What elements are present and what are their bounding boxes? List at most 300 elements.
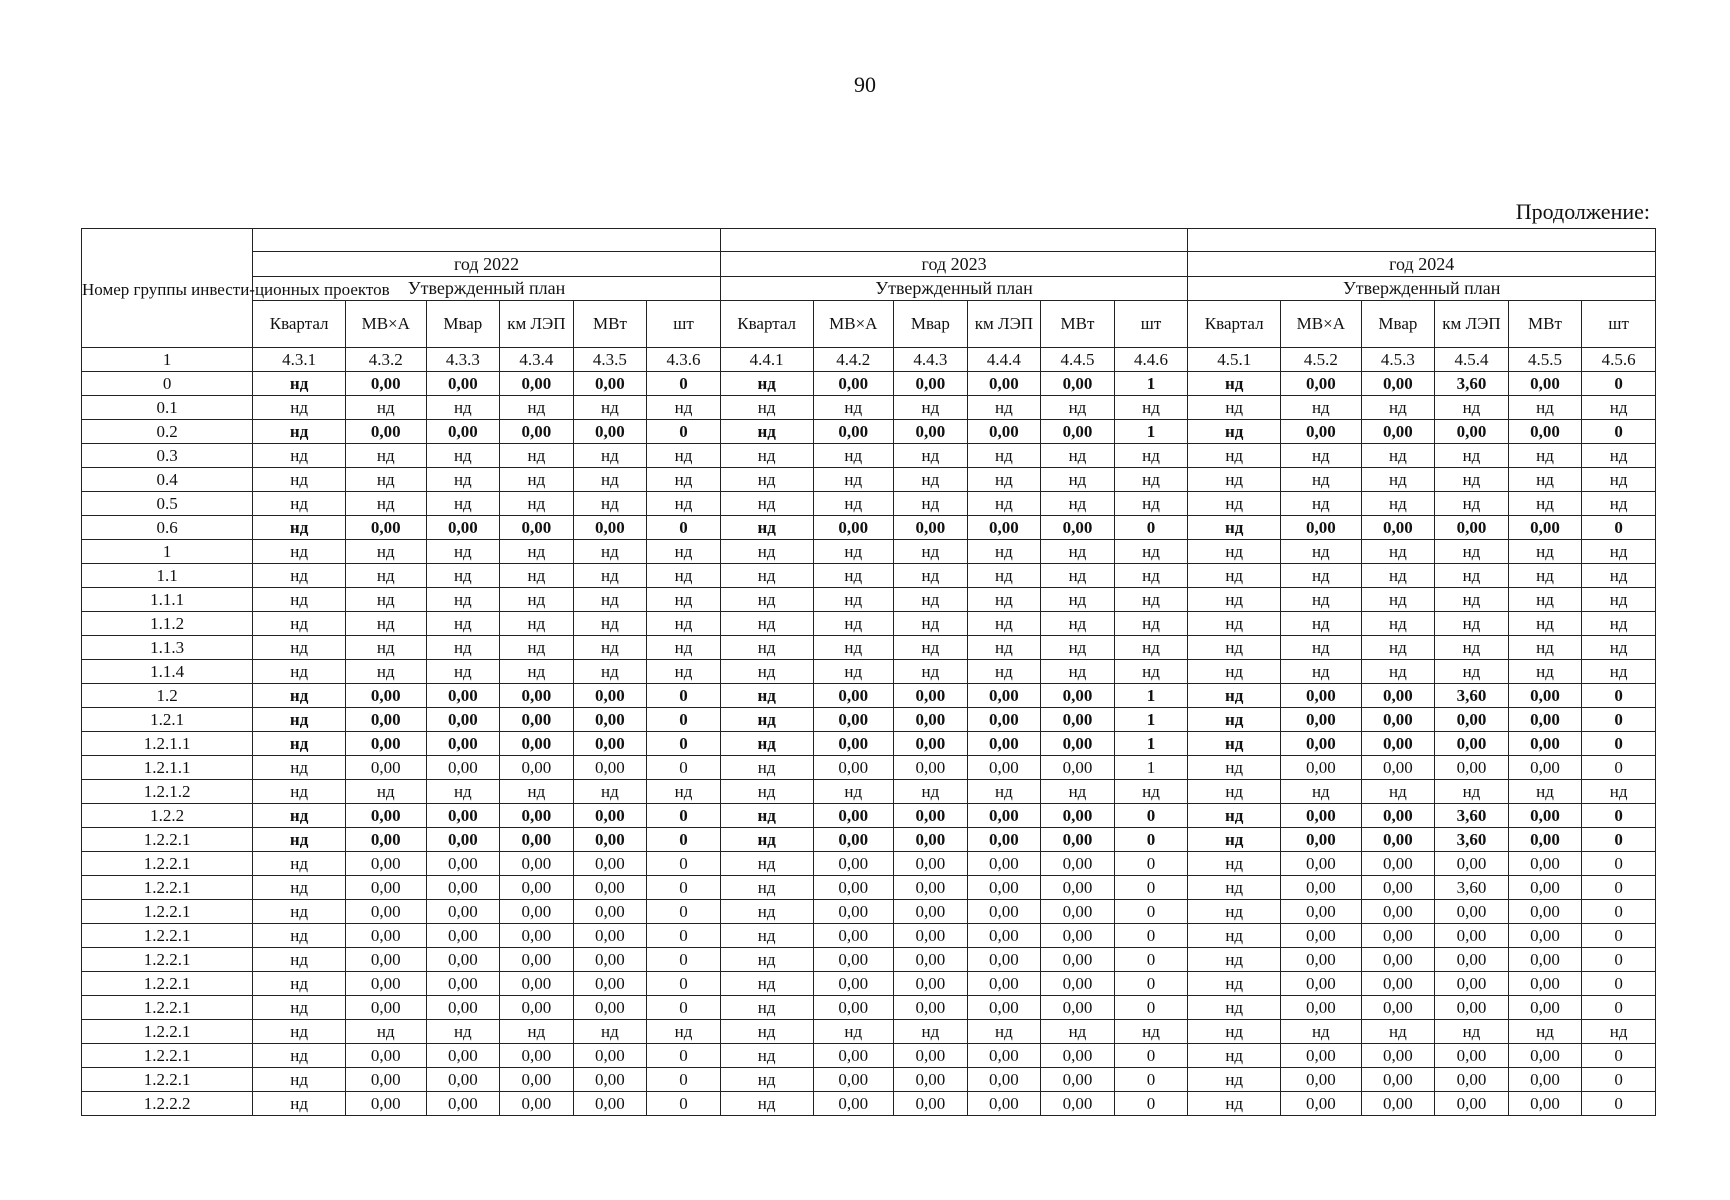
table-cell: 0 xyxy=(647,732,721,756)
table-cell: нд xyxy=(1361,540,1435,564)
table-cell: 0,00 xyxy=(1508,1068,1582,1092)
table-cell: 0,00 xyxy=(1281,1044,1362,1068)
group-number-cell: 1.2.2.1 xyxy=(82,996,253,1020)
table-cell: 0,00 xyxy=(1435,516,1509,540)
table-cell: нд xyxy=(720,540,813,564)
table-cell: 0 xyxy=(1582,756,1656,780)
table-cell: нд xyxy=(253,636,346,660)
table-cell: 0,00 xyxy=(1508,420,1582,444)
table-cell: нд xyxy=(894,588,968,612)
table-cell: нд xyxy=(647,540,721,564)
table-cell: 0,00 xyxy=(967,948,1041,972)
table-cell: 0,00 xyxy=(1041,420,1115,444)
numbering-cell: 4.5.1 xyxy=(1188,348,1281,372)
table-cell: 0,00 xyxy=(1361,852,1435,876)
table-cell: 0 xyxy=(647,708,721,732)
group-number-cell: 1.2.2.1 xyxy=(82,1044,253,1068)
table-cell: 0,00 xyxy=(1435,1068,1509,1092)
table-cell: нд xyxy=(647,564,721,588)
table-cell: 0 xyxy=(647,852,721,876)
table-cell: нд xyxy=(573,636,647,660)
numbering-cell: 1 xyxy=(82,348,253,372)
table-cell: нд xyxy=(720,420,813,444)
table-cell: 0,00 xyxy=(1508,684,1582,708)
table-cell: 0,00 xyxy=(1361,516,1435,540)
table-cell: 3,60 xyxy=(1435,684,1509,708)
table-row xyxy=(82,996,1656,1020)
table-cell: нд xyxy=(1435,396,1509,420)
table-cell: нд xyxy=(1582,468,1656,492)
table-cell: 0,00 xyxy=(345,756,426,780)
table-cell: 0 xyxy=(1582,684,1656,708)
table-cell: нд xyxy=(1281,636,1362,660)
table-cell: 0,00 xyxy=(426,876,500,900)
table-cell: нд xyxy=(573,396,647,420)
numbering-cell: 4.4.3 xyxy=(894,348,968,372)
plan-header-2024: Утвержденный план xyxy=(1188,277,1656,301)
table-cell: 3,60 xyxy=(1435,372,1509,396)
table-row xyxy=(82,780,1656,804)
table-cell: нд xyxy=(426,612,500,636)
table-cell: 0,00 xyxy=(1281,876,1362,900)
table-cell: 0,00 xyxy=(345,708,426,732)
table-cell: 0,00 xyxy=(1361,804,1435,828)
table-cell: нд xyxy=(500,660,574,684)
table-cell: нд xyxy=(1188,612,1281,636)
table-cell: нд xyxy=(1508,492,1582,516)
table-cell: нд xyxy=(500,396,574,420)
table-cell: нд xyxy=(1114,444,1188,468)
table-cell: 0,00 xyxy=(500,1092,574,1116)
table-cell: 0 xyxy=(1582,852,1656,876)
table-cell: 0,00 xyxy=(426,684,500,708)
table-cell: нд xyxy=(1508,396,1582,420)
table-cell: нд xyxy=(253,828,346,852)
table-cell: нд xyxy=(1435,588,1509,612)
plan-header-2022: Утвержденный план xyxy=(253,277,721,301)
table-cell: нд xyxy=(345,492,426,516)
table-cell: нд xyxy=(1361,588,1435,612)
table-cell: нд xyxy=(500,540,574,564)
table-cell: 0 xyxy=(1114,1068,1188,1092)
group-number-cell: 1.2 xyxy=(82,684,253,708)
table-cell: 0,00 xyxy=(813,1092,894,1116)
table-cell: нд xyxy=(253,948,346,972)
table-cell: 0,00 xyxy=(967,972,1041,996)
table-cell: нд xyxy=(1582,492,1656,516)
unit-header: км ЛЭП xyxy=(1435,301,1509,348)
table-cell: 1 xyxy=(1114,756,1188,780)
table-cell: нд xyxy=(1361,636,1435,660)
table-cell: 0,00 xyxy=(1041,708,1115,732)
table-cell: нд xyxy=(1041,492,1115,516)
table-cell: нд xyxy=(813,636,894,660)
table-cell: 0,00 xyxy=(1041,948,1115,972)
table-cell: 0,00 xyxy=(813,1044,894,1068)
table-cell: нд xyxy=(1281,444,1362,468)
group-number-cell: 1.2.1.1 xyxy=(82,756,253,780)
table-cell: нд xyxy=(500,612,574,636)
table-cell: 0,00 xyxy=(345,900,426,924)
table-cell: 0 xyxy=(647,876,721,900)
table-cell: нд xyxy=(1188,1044,1281,1068)
blank-header-2024 xyxy=(1188,229,1656,252)
group-number-cell: 1.2.2.1 xyxy=(82,852,253,876)
table-row xyxy=(82,564,1656,588)
table-cell: нд xyxy=(1508,636,1582,660)
table-cell: нд xyxy=(647,636,721,660)
table-cell: нд xyxy=(894,660,968,684)
table-row xyxy=(82,492,1656,516)
table-cell: нд xyxy=(1361,492,1435,516)
table-cell: нд xyxy=(813,1020,894,1044)
table-cell: 0,00 xyxy=(1041,804,1115,828)
table-cell: нд xyxy=(813,444,894,468)
table-cell: нд xyxy=(720,852,813,876)
table-cell: 0,00 xyxy=(345,684,426,708)
numbering-cell: 4.5.3 xyxy=(1361,348,1435,372)
table-cell: нд xyxy=(1188,948,1281,972)
table-cell: 0 xyxy=(1582,420,1656,444)
table-cell: 0,00 xyxy=(967,924,1041,948)
table-cell: 0,00 xyxy=(500,900,574,924)
table-cell: 0,00 xyxy=(426,972,500,996)
table-cell: нд xyxy=(720,636,813,660)
table-cell: 0,00 xyxy=(500,420,574,444)
table-cell: нд xyxy=(894,468,968,492)
table-row xyxy=(82,1068,1656,1092)
table-row xyxy=(82,756,1656,780)
table-cell: нд xyxy=(813,564,894,588)
table-cell: 0,00 xyxy=(967,804,1041,828)
table-cell: нд xyxy=(967,564,1041,588)
table-cell: 0,00 xyxy=(573,756,647,780)
unit-header: шт xyxy=(1582,301,1656,348)
investment-projects-table xyxy=(81,228,1656,1116)
table-cell: 0,00 xyxy=(894,876,968,900)
table-cell: 0,00 xyxy=(1281,996,1362,1020)
table-cell: 0,00 xyxy=(894,372,968,396)
table-cell: нд xyxy=(345,660,426,684)
table-cell: нд xyxy=(894,564,968,588)
table-cell: 0,00 xyxy=(1281,948,1362,972)
table-cell: нд xyxy=(500,468,574,492)
group-number-cell: 1.2.2.2 xyxy=(82,1092,253,1116)
table-cell: нд xyxy=(647,588,721,612)
unit-header: шт xyxy=(647,301,721,348)
table-cell: нд xyxy=(813,396,894,420)
table-cell: нд xyxy=(1582,1020,1656,1044)
table-cell: 0,00 xyxy=(500,708,574,732)
table-cell: нд xyxy=(1281,540,1362,564)
table-cell: 0 xyxy=(647,924,721,948)
table-cell: 0,00 xyxy=(1041,876,1115,900)
table-cell: 0,00 xyxy=(573,972,647,996)
table-cell: нд xyxy=(1435,492,1509,516)
table-cell: нд xyxy=(1041,564,1115,588)
table-cell: 0,00 xyxy=(813,420,894,444)
table-cell: 0,00 xyxy=(345,1044,426,1068)
table-cell: 0,00 xyxy=(573,948,647,972)
table-cell: нд xyxy=(1188,756,1281,780)
table-cell: нд xyxy=(967,492,1041,516)
table-cell: 0 xyxy=(647,996,721,1020)
table-cell: 0,00 xyxy=(1041,1092,1115,1116)
table-cell: нд xyxy=(1508,1020,1582,1044)
table-cell: 0,00 xyxy=(967,1068,1041,1092)
table-row xyxy=(82,444,1656,468)
table-cell: 0 xyxy=(647,804,721,828)
table-cell: 0,00 xyxy=(1361,708,1435,732)
table-cell: 0,00 xyxy=(345,948,426,972)
table-row xyxy=(82,516,1656,540)
table-cell: нд xyxy=(1114,540,1188,564)
table-cell: 0,00 xyxy=(1361,828,1435,852)
table-cell: нд xyxy=(813,612,894,636)
table-cell: нд xyxy=(253,972,346,996)
table-cell: 0,00 xyxy=(1281,732,1362,756)
table-cell: 0,00 xyxy=(573,1044,647,1068)
table-cell: 3,60 xyxy=(1435,828,1509,852)
table-cell: 0,00 xyxy=(894,708,968,732)
table-row xyxy=(82,924,1656,948)
table-cell: нд xyxy=(1281,660,1362,684)
table-cell: нд xyxy=(967,660,1041,684)
table-cell: нд xyxy=(967,468,1041,492)
table-cell: нд xyxy=(1582,396,1656,420)
table-cell: нд xyxy=(647,780,721,804)
table-body xyxy=(82,348,1656,1116)
table-cell: 0,00 xyxy=(1508,804,1582,828)
table-cell: 0,00 xyxy=(1281,852,1362,876)
table-cell: 0 xyxy=(1582,996,1656,1020)
table-cell: 0 xyxy=(1114,996,1188,1020)
table-cell: нд xyxy=(1281,492,1362,516)
table-cell: нд xyxy=(1361,1020,1435,1044)
table-cell: нд xyxy=(894,636,968,660)
group-number-cell: 1.1.3 xyxy=(82,636,253,660)
table-cell: нд xyxy=(253,876,346,900)
table-cell: 0 xyxy=(1114,924,1188,948)
table-cell: 0 xyxy=(1114,516,1188,540)
table-cell: 0,00 xyxy=(967,828,1041,852)
table-cell: нд xyxy=(720,1092,813,1116)
table-cell: 0 xyxy=(1582,972,1656,996)
numbering-cell: 4.3.5 xyxy=(573,348,647,372)
table-cell: нд xyxy=(426,540,500,564)
table-cell: нд xyxy=(967,612,1041,636)
unit-header: Квартал xyxy=(253,301,346,348)
table-cell: нд xyxy=(253,660,346,684)
table-cell: нд xyxy=(1361,468,1435,492)
plan-header-2023: Утвержденный план xyxy=(720,277,1188,301)
table-cell: 0 xyxy=(647,1068,721,1092)
table-cell: 0,00 xyxy=(967,900,1041,924)
table-cell: 0,00 xyxy=(1281,972,1362,996)
table-cell: нд xyxy=(647,396,721,420)
table-cell: нд xyxy=(426,780,500,804)
table-cell: нд xyxy=(345,540,426,564)
table-cell: нд xyxy=(720,732,813,756)
table-cell: нд xyxy=(720,924,813,948)
table-cell: нд xyxy=(1188,492,1281,516)
table-cell: нд xyxy=(967,1020,1041,1044)
table-cell: 0,00 xyxy=(1508,948,1582,972)
table-cell: нд xyxy=(1114,588,1188,612)
table-cell: 0,00 xyxy=(813,372,894,396)
table-cell: 0,00 xyxy=(1361,1044,1435,1068)
table-cell: 0 xyxy=(1582,372,1656,396)
table-cell: нд xyxy=(1041,540,1115,564)
table-cell: нд xyxy=(1188,900,1281,924)
unit-header: Квартал xyxy=(1188,301,1281,348)
table-cell: нд xyxy=(720,564,813,588)
numbering-cell: 4.4.5 xyxy=(1041,348,1115,372)
table-cell: 0,00 xyxy=(1041,756,1115,780)
table-cell: нд xyxy=(967,588,1041,612)
table-cell: 0,00 xyxy=(894,924,968,948)
group-number-cell: 0.5 xyxy=(82,492,253,516)
table-cell: нд xyxy=(1582,444,1656,468)
table-cell: 0,00 xyxy=(1508,924,1582,948)
table-cell: 0,00 xyxy=(500,804,574,828)
table-cell: 0,00 xyxy=(1508,708,1582,732)
table-cell: нд xyxy=(1188,636,1281,660)
table-cell: нд xyxy=(1361,780,1435,804)
table-cell: нд xyxy=(253,1068,346,1092)
group-number-cell: 0.2 xyxy=(82,420,253,444)
table-cell: нд xyxy=(253,588,346,612)
table-cell: нд xyxy=(647,1020,721,1044)
table-cell: нд xyxy=(813,492,894,516)
table-row xyxy=(82,972,1656,996)
group-number-cell: 0.1 xyxy=(82,396,253,420)
table-cell: 0,00 xyxy=(1041,924,1115,948)
table-cell: нд xyxy=(253,900,346,924)
table-cell: 0,00 xyxy=(894,900,968,924)
table-row xyxy=(82,372,1656,396)
table-cell: нд xyxy=(1188,468,1281,492)
table-cell: нд xyxy=(1281,588,1362,612)
group-number-cell: 1 xyxy=(82,540,253,564)
table-cell: нд xyxy=(253,444,346,468)
table-cell: нд xyxy=(1281,564,1362,588)
table-cell: 0,00 xyxy=(1041,852,1115,876)
table-cell: нд xyxy=(426,660,500,684)
table-row xyxy=(82,396,1656,420)
table-cell: 0,00 xyxy=(426,804,500,828)
table-cell: нд xyxy=(500,588,574,612)
table-cell: 0,00 xyxy=(345,852,426,876)
table-cell: 0,00 xyxy=(1435,900,1509,924)
table-cell: нд xyxy=(720,396,813,420)
table-cell: 0,00 xyxy=(894,804,968,828)
table-cell: нд xyxy=(1188,1092,1281,1116)
table-cell: нд xyxy=(720,684,813,708)
group-number-cell: 1.2.2.1 xyxy=(82,828,253,852)
table-cell: 0,00 xyxy=(894,420,968,444)
table-cell: нд xyxy=(1435,612,1509,636)
table-cell: нд xyxy=(345,636,426,660)
table-cell: 0,00 xyxy=(1281,1092,1362,1116)
table-cell: 0,00 xyxy=(426,372,500,396)
table-cell: 0 xyxy=(1114,1044,1188,1068)
table-cell: нд xyxy=(573,780,647,804)
table-cell: нд xyxy=(720,492,813,516)
table-cell: нд xyxy=(345,564,426,588)
year-header-2024: год 2024 xyxy=(1188,252,1656,277)
table-cell: нд xyxy=(720,444,813,468)
table-cell: нд xyxy=(253,372,346,396)
table-cell: нд xyxy=(253,804,346,828)
table-cell: нд xyxy=(500,492,574,516)
table-cell: нд xyxy=(573,1020,647,1044)
group-number-cell: 1.1.2 xyxy=(82,612,253,636)
table-cell: нд xyxy=(1041,468,1115,492)
table-cell: нд xyxy=(1281,1020,1362,1044)
group-number-cell: 1.1.4 xyxy=(82,660,253,684)
table-cell: 0,00 xyxy=(1361,1068,1435,1092)
table-cell: нд xyxy=(253,564,346,588)
table-cell: 0,00 xyxy=(345,732,426,756)
table-cell: нд xyxy=(1188,396,1281,420)
table-cell: 0,00 xyxy=(573,1068,647,1092)
table-cell: 0,00 xyxy=(1508,372,1582,396)
unit-header: Мвар xyxy=(1361,301,1435,348)
unit-header: МВт xyxy=(1508,301,1582,348)
table-cell: нд xyxy=(253,852,346,876)
table-cell: 0,00 xyxy=(894,1044,968,1068)
table-cell: нд xyxy=(1041,660,1115,684)
table-cell: 0,00 xyxy=(1508,900,1582,924)
table-cell: 0,00 xyxy=(894,756,968,780)
table-cell: 0,00 xyxy=(1041,1068,1115,1092)
table-cell: нд xyxy=(573,660,647,684)
table-cell: нд xyxy=(720,900,813,924)
table-cell: нд xyxy=(253,924,346,948)
table-cell: нд xyxy=(253,732,346,756)
table-cell: нд xyxy=(1188,996,1281,1020)
table-cell: нд xyxy=(1188,372,1281,396)
group-number-header: Номер группы инвести-ционных проектов xyxy=(82,229,253,348)
table-cell: 0,00 xyxy=(1281,804,1362,828)
table-cell: нд xyxy=(1281,396,1362,420)
table-cell: 0,00 xyxy=(426,516,500,540)
numbering-cell: 4.3.6 xyxy=(647,348,721,372)
table-cell: нд xyxy=(426,444,500,468)
table-cell: нд xyxy=(345,468,426,492)
table-cell: 0,00 xyxy=(345,828,426,852)
table-cell: 0,00 xyxy=(345,972,426,996)
table-cell: нд xyxy=(813,660,894,684)
table-cell: 0 xyxy=(1582,732,1656,756)
table-cell: нд xyxy=(253,1044,346,1068)
table-cell: 0,00 xyxy=(1361,756,1435,780)
table-cell: нд xyxy=(813,540,894,564)
table-cell: нд xyxy=(1435,564,1509,588)
table-cell: 0,00 xyxy=(1361,732,1435,756)
table-cell: нд xyxy=(894,444,968,468)
table-cell: нд xyxy=(573,540,647,564)
table-cell: нд xyxy=(253,612,346,636)
table-cell: нд xyxy=(345,396,426,420)
unit-header: км ЛЭП xyxy=(500,301,574,348)
table-cell: 1 xyxy=(1114,420,1188,444)
table-cell: 0,00 xyxy=(1508,516,1582,540)
table-cell: 0,00 xyxy=(1508,876,1582,900)
numbering-cell: 4.3.1 xyxy=(253,348,346,372)
table-cell: нд xyxy=(573,588,647,612)
